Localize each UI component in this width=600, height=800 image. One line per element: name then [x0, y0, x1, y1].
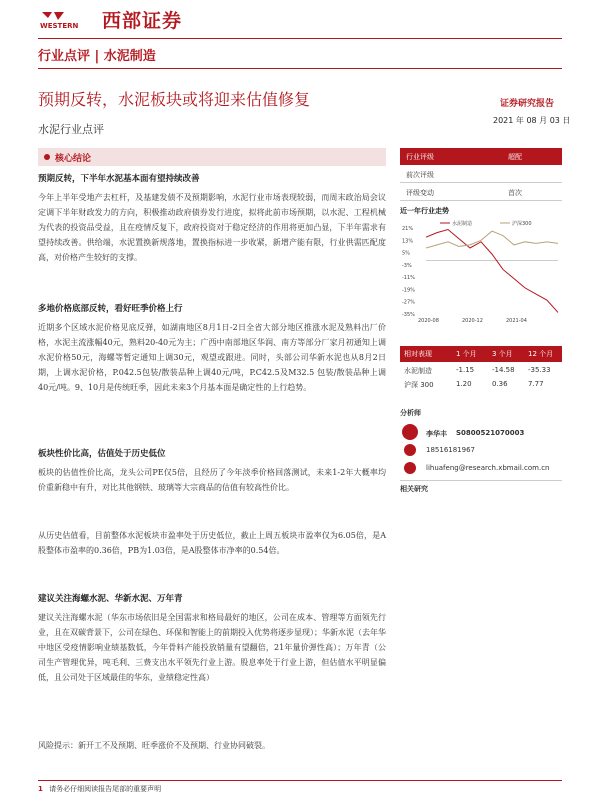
related-research-label: 相关研究 [400, 485, 428, 493]
trend-chart [400, 218, 562, 330]
paragraph-5: 建议关注海螺水泥（华东市场依旧是全国需求和格局最好的地区，公司在成本、管理等方面领先行业，且在双碳背景下，公司在绿色、环保和智能上的前期投入优势将逐步显现）；华新水泥（去年华中地区受疫情影响业绩基数低，今年骨料产能投放销量有望翻倍，21年量价弹性高）；万年青（公司生产管理优异，吨毛利、三费支出水平领先行业上游。股息率处于行业上游，但估值水平明显偏低，且公司处于区域最佳的华东，业绩稳定性高） [38, 613, 386, 682]
perf-cell: 7.77 [528, 380, 544, 388]
prev-rating-label: 前次评级 [406, 171, 434, 179]
analyst-email[interactable]: lihuafeng@research.xbmail.com.cn [426, 464, 550, 472]
perf-cell: 沪深 300 [404, 381, 434, 389]
perf-header-cell: 1 个月 [456, 350, 477, 358]
perf-cell: 1.20 [456, 380, 472, 388]
perf-header-cell: 相对表现 [404, 350, 432, 358]
heading-5: 建议关注海螺水泥、华新水泥、万年青 [38, 594, 183, 604]
risk-note: 风险提示：新开工不及预期、旺季涨价不及预期、行业协同破裂。 [38, 741, 270, 750]
sidebar-divider [400, 182, 562, 183]
header-divider [38, 38, 562, 39]
analyst-cert: S0800521070003 [456, 429, 525, 437]
perf-cell: -35.33 [528, 366, 551, 374]
report-category: 行业点评 | 水泥制造 [38, 49, 156, 64]
person-icon [402, 424, 418, 440]
perf-header-cell: 3 个月 [492, 350, 513, 358]
report-type: 证券研究报告 [500, 99, 555, 109]
y-tick-label: 13% [402, 238, 414, 245]
analyst-label: 分析师 [400, 409, 421, 417]
rating-header [400, 148, 562, 165]
perf-table-header [400, 346, 562, 362]
x-tick-label: 2021-04 [506, 318, 527, 324]
report-title: 预期反转，水泥板块或将迎来估值修复 [38, 90, 311, 109]
sidebar-divider [400, 200, 562, 201]
perf-cell: -14.58 [492, 366, 515, 374]
logo-sub-text: WESTERN [40, 22, 79, 30]
paragraph-1: 今年上半年受地产去杠杆，及基建发债不及预期影响，水泥行业市场表现较弱，而周末政治局会议定调下半年财政发力的方向，积极推动政府债券发行进度，拟将此前市场预期，以水泥、工程机械为代表的投资品受益，且在疫情反复下，政府投资对于稳定经济的作用将更加凸显，下半年需求有望持续改善。供给端，水泥置换新规落地，置换指标进一步收紧，新增产能有限，行业供需匹配度高，对价格产生较好的支撑。 [38, 193, 386, 262]
y-tick-label: -27% [402, 299, 415, 306]
heading-3: 板块性价比高，估值处于历史低位 [38, 449, 166, 459]
email-icon [404, 462, 416, 474]
sidebar-divider [400, 480, 562, 481]
rating-change-value: 首次 [508, 189, 522, 197]
y-tick-label: -35% [402, 312, 415, 318]
rating-change-label: 评级变动 [406, 189, 434, 197]
phone-icon [404, 444, 416, 456]
footer-divider [38, 780, 562, 781]
legend-label: 水泥制造 [452, 221, 473, 227]
perf-cell: 0.36 [492, 380, 508, 388]
footer-disclaimer: 请务必仔细阅读报告尾部的重要声明 [49, 785, 162, 793]
paragraph-4: 从历史估值看，目前整体水泥板块市盈率处于历史低位，截止上周五板块市盈率仅为6.05倍，是A股整体市盈率的0.36倍，PB为1.03倍，是A股整体市净率的0.54倍。 [38, 531, 386, 555]
x-tick-label: 2020-08 [418, 318, 439, 324]
paragraph-2: 近期多个区域水泥价格见底反弹，如湖南地区8月1日-2日全省大部分地区推涨水泥及熟料出厂价格，水泥主流涨幅40元，熟料20-40元为主；广西中南部地区华润、南方等部分厂家月初通知上调水泥价格50元，海螺等暂定通知上调30元，观望或跟进。同时，头部公司华新水泥也从8月2日期，上调水泥价格，P.042.5包装/散装品种上调40元/吨，P.C42.5及M32.5 包装/散装品种上调40元/吨。9、10月是传统旺季，因此未来3个月基本面是确定性的上行趋势。 [38, 323, 386, 392]
page-number: 1 [38, 785, 43, 793]
perf-header-cell: 12 个月 [528, 350, 554, 358]
company-name: 西部证券 [102, 10, 183, 32]
section-heading: 核心结论 [55, 154, 92, 164]
y-tick-label: -3% [402, 262, 412, 269]
header-divider-2 [38, 68, 562, 69]
heading-2: 多地价格底部反转，看好旺季价格上行 [38, 304, 183, 314]
x-tick-label: 2020-12 [462, 318, 483, 324]
y-tick-label: 5% [402, 250, 410, 257]
bullet-icon [44, 154, 50, 160]
report-subtitle: 水泥行业点评 [38, 123, 104, 136]
chart-title: 近一年行业走势 [400, 207, 449, 215]
perf-cell: -1.15 [456, 366, 475, 374]
report-date: 2021 年 08 月 03 日 [493, 116, 571, 125]
perf-cell: 水泥制造 [404, 367, 432, 375]
company-logo [38, 8, 98, 30]
footer-text [38, 784, 161, 794]
y-tick-label: -19% [402, 287, 415, 294]
analyst-name: 李华丰 [426, 430, 447, 438]
paragraph-3: 板块的估值性价比高，龙头公司PE仅5倍，且经历了今年淡季价格回落测试，未来1-2年大概率均价重新稳中有升，对比其他钢铁、玻璃等大宗商品的估值有较高性价比。 [38, 468, 386, 492]
heading-1: 预期反转，下半年水泥基本面有望持续改善 [38, 174, 200, 184]
y-tick-label: -11% [402, 275, 415, 282]
industry-rating-value: 超配 [508, 153, 522, 161]
legend-label: 沪深300 [512, 221, 532, 227]
series-line-1 [426, 231, 558, 248]
industry-rating-label: 行业评级 [406, 153, 434, 161]
y-tick-label: 21% [402, 226, 414, 232]
analyst-phone: 18516181967 [426, 446, 475, 454]
